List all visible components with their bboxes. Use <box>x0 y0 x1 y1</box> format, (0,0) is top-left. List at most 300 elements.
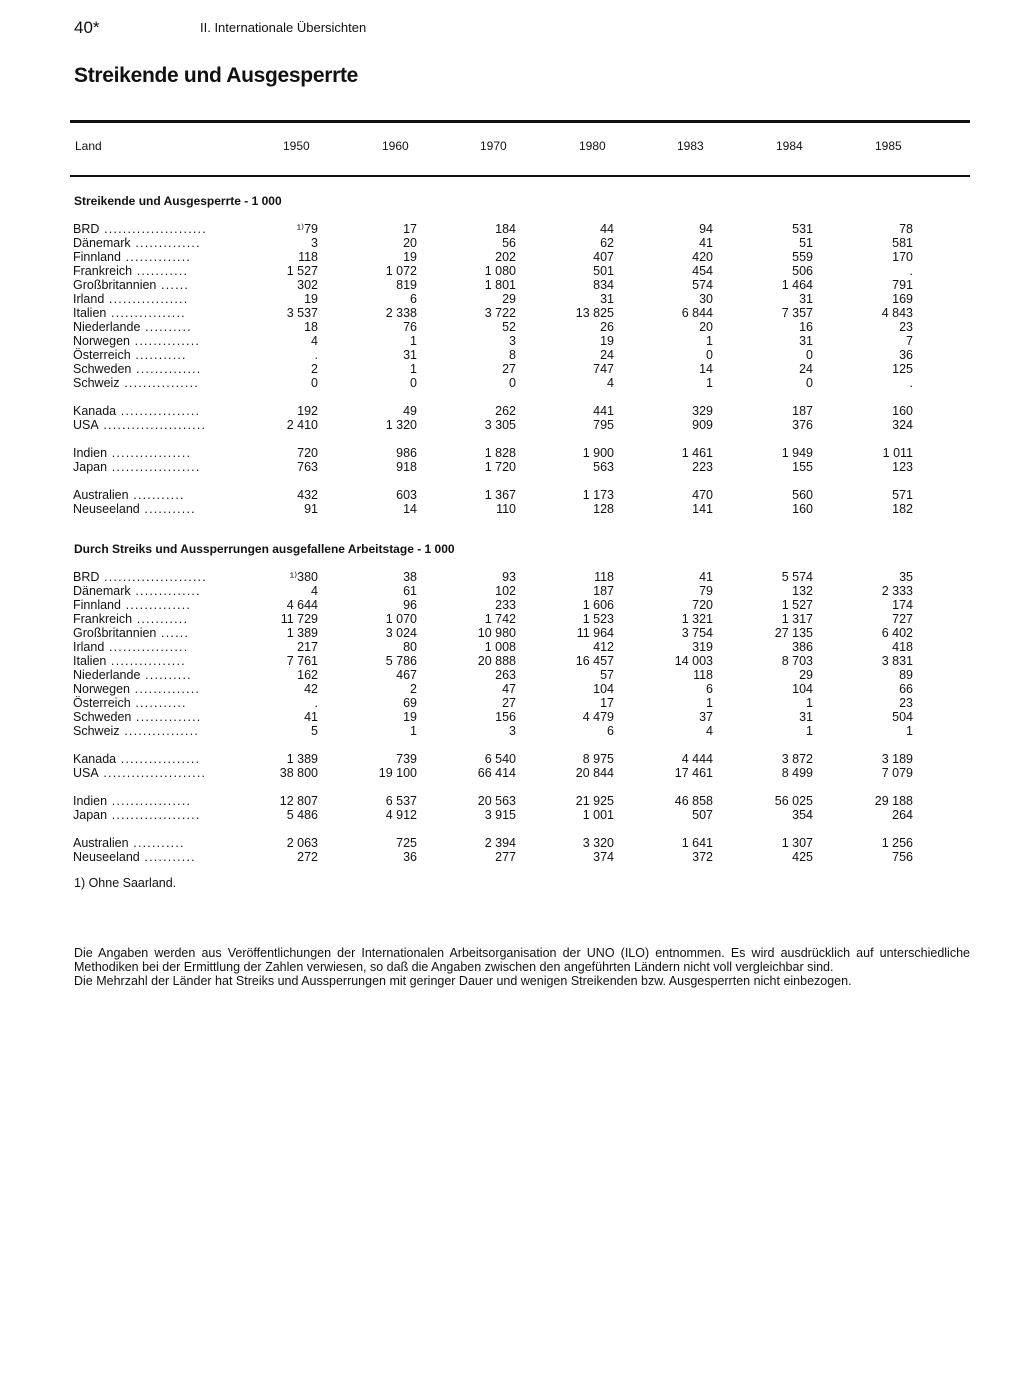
table-cell: 104 <box>792 682 813 696</box>
leader-dots: ........... <box>139 502 196 516</box>
table-cell: 0 <box>706 348 713 362</box>
country-name: Großbritannien <box>73 278 157 292</box>
table-cell: 27 135 <box>774 626 813 640</box>
table-cell: . <box>909 376 913 390</box>
table-cell: 46 858 <box>674 794 713 808</box>
table-cell: 155 <box>792 460 813 474</box>
table-cell: 1 320 <box>385 418 417 432</box>
table-cell: 21 925 <box>575 794 614 808</box>
table-cell: 1 900 <box>582 446 614 460</box>
row-label <box>73 222 207 236</box>
leader-dots: .............. <box>131 710 202 724</box>
country-name: Kanada <box>73 404 117 418</box>
table-cell: 1 <box>706 334 713 348</box>
table-cell: 3 537 <box>286 306 318 320</box>
table-cell: 132 <box>792 584 813 598</box>
country-name: Indien <box>73 794 108 808</box>
table-cell: 118 <box>594 570 614 584</box>
table-cell: 819 <box>396 278 417 292</box>
table-cell: 66 <box>899 682 913 696</box>
table-cell: 0 <box>311 376 318 390</box>
table-cell: 574 <box>692 278 713 292</box>
group-spacer <box>0 432 1024 446</box>
table-cell: 184 <box>495 222 516 236</box>
table-cell: 44 <box>600 222 614 236</box>
table-cell: 187 <box>792 404 813 418</box>
leader-dots: .............. <box>120 598 192 612</box>
table-row <box>0 808 1024 822</box>
table-body-streikende <box>0 222 1024 516</box>
table-cell: 17 <box>600 696 614 710</box>
table-cell: . <box>314 348 318 362</box>
table-cell: 2 338 <box>385 306 417 320</box>
column-header-1980: 1980 <box>579 139 606 153</box>
table-cell: 7 <box>906 334 913 348</box>
table-cell: 0 <box>509 376 516 390</box>
country-name: USA <box>73 766 99 780</box>
row-label <box>73 598 191 612</box>
table-cell: 1 173 <box>582 488 614 502</box>
table-cell: 763 <box>297 460 318 474</box>
row-label <box>73 794 191 808</box>
table-cell: 1 523 <box>582 612 614 626</box>
table-cell: 720 <box>297 446 318 460</box>
table-cell: 6 844 <box>681 306 713 320</box>
table-row <box>0 502 1024 516</box>
table-cell: 725 <box>396 836 417 850</box>
row-label <box>73 404 200 418</box>
table-cell: 329 <box>692 404 713 418</box>
column-header-1984: 1984 <box>776 139 803 153</box>
row-label <box>73 640 188 654</box>
table-cell: 192 <box>297 404 318 418</box>
table-cell: 223 <box>692 460 713 474</box>
table-cell: 1 <box>806 724 813 738</box>
country-name: Irland <box>73 640 105 654</box>
leader-dots: ................... <box>107 460 201 474</box>
country-name: Italien <box>73 654 107 668</box>
table-cell: 986 <box>396 446 417 460</box>
table-cell: 1 389 <box>286 626 318 640</box>
table-cell: 24 <box>600 348 614 362</box>
table-cell: 29 <box>502 292 516 306</box>
table-cell: 80 <box>403 640 417 654</box>
table-cell: 3 <box>509 334 516 348</box>
table-cell: 560 <box>792 488 813 502</box>
table-cell: 354 <box>792 808 813 822</box>
table-cell: 123 <box>892 460 913 474</box>
table-cell: 386 <box>792 640 813 654</box>
table-cell: 38 <box>403 570 417 584</box>
table-cell: 795 <box>593 418 614 432</box>
table-row <box>0 264 1024 278</box>
page-title: Streikende und Ausgesperrte <box>74 64 359 87</box>
table-cell: 11 729 <box>280 612 318 626</box>
table-cell: 19 <box>403 710 417 724</box>
table-cell: 3 722 <box>484 306 516 320</box>
table-cell: 507 <box>692 808 713 822</box>
table-cell: 277 <box>495 850 516 864</box>
table-cell: 36 <box>403 850 417 864</box>
table-cell: 18 <box>304 320 318 334</box>
country-name: Kanada <box>73 752 117 766</box>
table-cell: 76 <box>403 320 417 334</box>
table-cell: 6 <box>607 724 614 738</box>
row-label <box>73 570 207 584</box>
table-cell: 23 <box>899 320 913 334</box>
column-header-1950: 1950 <box>283 139 310 153</box>
table-cell: 47 <box>502 682 516 696</box>
table-cell: 603 <box>396 488 417 502</box>
group-spacer <box>0 390 1024 404</box>
table-row <box>0 850 1024 864</box>
table-cell: 5 <box>311 724 318 738</box>
country-name: Großbritannien <box>73 626 157 640</box>
footnote: 1) Ohne Saarland. <box>74 876 177 890</box>
table-cell: 1 389 <box>286 752 318 766</box>
table-row <box>0 236 1024 250</box>
table-cell: 720 <box>692 598 713 612</box>
table-cell: 1 527 <box>286 264 318 278</box>
note-paragraph: Die Mehrzahl der Länder hat Streiks und Aussperrungen mit geringer Dauer und wenigen Streikenden bzw. Ausgesperrten nicht einbezogen. <box>74 974 852 988</box>
table-cell: 104 <box>593 682 614 696</box>
table-cell: 102 <box>495 584 516 598</box>
table-cell: 1 321 <box>681 612 713 626</box>
table-cell: 19 <box>304 292 318 306</box>
table-cell: 78 <box>899 222 913 236</box>
table-cell: 4 644 <box>286 598 318 612</box>
row-label <box>73 724 199 738</box>
country-name: BRD <box>73 222 100 236</box>
table-top-rule <box>70 120 970 123</box>
table-cell: 162 <box>297 668 318 682</box>
table-cell: 41 <box>699 570 713 584</box>
row-label <box>73 320 192 334</box>
table-cell: 52 <box>502 320 516 334</box>
table-cell: 217 <box>297 640 318 654</box>
table-cell: 791 <box>892 278 913 292</box>
country-name: USA <box>73 418 99 432</box>
table-cell: 3 872 <box>781 752 813 766</box>
table-cell: 1 464 <box>781 278 813 292</box>
table-cell: 834 <box>593 278 614 292</box>
country-name: Schweden <box>73 710 132 724</box>
leader-dots: ................ <box>106 654 186 668</box>
table-cell: 504 <box>892 710 913 724</box>
column-header-1970: 1970 <box>480 139 507 153</box>
row-label <box>73 264 188 278</box>
leader-dots: ................ <box>106 306 186 320</box>
table-cell: 432 <box>297 488 318 502</box>
table-cell: 16 <box>799 320 813 334</box>
table-cell: 61 <box>403 584 417 598</box>
table-cell: 3 <box>311 236 318 250</box>
table-cell: 20 <box>403 236 417 250</box>
table-cell: 182 <box>892 502 913 516</box>
table-cell: 2 410 <box>286 418 318 432</box>
table-cell: 3 <box>509 724 516 738</box>
table-row <box>0 376 1024 390</box>
section-title-streikende: Streikende und Ausgesperrte - 1 000 <box>74 194 282 208</box>
leader-dots: .............. <box>129 682 201 696</box>
row-label <box>73 460 201 474</box>
leader-dots: .......... <box>140 668 192 682</box>
table-cell: 0 <box>806 348 813 362</box>
table-cell: 12 807 <box>279 794 318 808</box>
table-cell: 501 <box>593 264 614 278</box>
country-name: Niederlande <box>73 320 141 334</box>
country-name: Italien <box>73 306 107 320</box>
table-row <box>0 278 1024 292</box>
table-cell: 4 <box>607 376 614 390</box>
table-cell: 4 843 <box>881 306 913 320</box>
country-name: Schweden <box>73 362 132 376</box>
section-name: II. Internationale Übersichten <box>200 20 367 35</box>
table-cell: 412 <box>593 640 614 654</box>
table-cell: 160 <box>892 404 913 418</box>
table-cell: 2 <box>311 362 318 376</box>
column-header-1985: 1985 <box>875 139 902 153</box>
note-paragraph: Die Angaben werden aus Veröffentlichungen der Internationalen Arbeitsorganisation der UNO (ILO) entnommen. Es wird ausdrücklich auf unterschiedliche Methodiken bei der Ermittlung der Zahlen verwiesen, so daß die Angaben zwischen den angeführten Ländern nicht voll vergleichbar sind. <box>74 946 970 974</box>
table-cell: 7 079 <box>881 766 913 780</box>
table-row <box>0 570 1024 584</box>
table-cell: 1 008 <box>484 640 516 654</box>
table-cell: 7 761 <box>286 654 318 668</box>
country-name: Schweiz <box>73 376 120 390</box>
table-cell: 418 <box>892 640 913 654</box>
table-cell: 425 <box>792 850 813 864</box>
table-cell: 31 <box>799 292 813 306</box>
table-cell: 5 786 <box>385 654 417 668</box>
row-label <box>73 278 189 292</box>
table-row <box>0 836 1024 850</box>
row-label <box>73 306 186 320</box>
table-cell: 3 305 <box>484 418 516 432</box>
table-cell: 2 063 <box>286 836 318 850</box>
leader-dots: ...................... <box>99 222 207 236</box>
table-cell: 374 <box>593 850 614 864</box>
table-cell: 2 394 <box>484 836 516 850</box>
table-cell: 376 <box>792 418 813 432</box>
table-cell: 272 <box>297 850 318 864</box>
group-spacer <box>0 822 1024 836</box>
table-cell: 57 <box>600 668 614 682</box>
country-name: Australien <box>73 488 129 502</box>
leader-dots: ........... <box>128 488 185 502</box>
table-cell: 62 <box>600 236 614 250</box>
table-cell: 1 <box>906 724 913 738</box>
table-cell: 31 <box>799 710 813 724</box>
table-cell: 1 256 <box>881 836 913 850</box>
table-row <box>0 404 1024 418</box>
table-cell: 531 <box>792 222 813 236</box>
table-cell: 1 072 <box>385 264 417 278</box>
leader-dots: ...................... <box>99 570 207 584</box>
country-name: Norwegen <box>73 334 130 348</box>
leader-dots: .............. <box>129 334 201 348</box>
table-cell: 1 949 <box>781 446 813 460</box>
leader-dots: ...................... <box>98 766 207 780</box>
table-cell: 93 <box>502 570 516 584</box>
leader-dots: ........... <box>130 348 187 362</box>
table-cell: 17 461 <box>674 766 713 780</box>
row-label <box>73 584 201 598</box>
table-cell: 19 <box>403 250 417 264</box>
table-cell: 20 888 <box>477 654 516 668</box>
table-cell: 233 <box>495 598 516 612</box>
table-cell: 3 024 <box>385 626 417 640</box>
table-cell: 37 <box>699 710 713 724</box>
table-cell: 1 641 <box>681 836 713 850</box>
table-cell: 13 825 <box>575 306 614 320</box>
table-cell: 8 975 <box>582 752 614 766</box>
table-cell: 918 <box>396 460 417 474</box>
column-header-1960: 1960 <box>382 139 409 153</box>
table-cell: 420 <box>692 250 713 264</box>
country-name: Dänemark <box>73 584 131 598</box>
table-cell: 3 320 <box>582 836 614 850</box>
table-cell: 14 003 <box>674 654 713 668</box>
table-cell: 11 964 <box>576 626 614 640</box>
leader-dots: ................... <box>107 808 201 822</box>
table-cell: 187 <box>593 584 614 598</box>
table-cell: 1 461 <box>681 446 713 460</box>
table-cell: 1 <box>410 724 417 738</box>
table-cell: 1 080 <box>484 264 516 278</box>
section-title-arbeitstage: Durch Streiks und Aussperrungen ausgefallene Arbeitstage - 1 000 <box>74 542 455 556</box>
table-cell: 467 <box>396 668 417 682</box>
leader-dots: ................ <box>119 724 199 738</box>
table-row <box>0 598 1024 612</box>
table-cell: 3 831 <box>881 654 913 668</box>
table-cell: 69 <box>403 696 417 710</box>
leader-dots: ................. <box>116 752 201 766</box>
table-cell: 4 <box>311 334 318 348</box>
table-cell: 4 <box>706 724 713 738</box>
row-label <box>73 418 206 432</box>
table-row <box>0 334 1024 348</box>
leader-dots: ........... <box>128 836 185 850</box>
leader-dots: ................. <box>116 404 201 418</box>
table-cell: 156 <box>495 710 516 724</box>
table-cell: 1 606 <box>582 598 614 612</box>
leader-dots: ................ <box>119 376 199 390</box>
table-cell: 36 <box>899 348 913 362</box>
table-row <box>0 710 1024 724</box>
table-cell: 27 <box>502 362 516 376</box>
row-label <box>73 488 185 502</box>
table-cell: 1 011 <box>882 446 913 460</box>
row-label <box>73 850 196 864</box>
row-label <box>73 710 201 724</box>
table-cell: 5 486 <box>286 808 318 822</box>
table-cell: 42 <box>304 682 318 696</box>
table-cell: 27 <box>502 696 516 710</box>
column-header-land: Land <box>75 139 102 153</box>
table-row <box>0 654 1024 668</box>
row-label <box>73 668 192 682</box>
table-cell: 38 800 <box>279 766 318 780</box>
country-name: Frankreich <box>73 264 133 278</box>
table-cell: 4 444 <box>681 752 713 766</box>
country-name: Japan <box>73 808 108 822</box>
table-cell: 1 070 <box>385 612 417 626</box>
notes <box>74 946 970 988</box>
table-cell: 2 <box>410 682 417 696</box>
table-cell: 262 <box>495 404 516 418</box>
table-cell: 29 188 <box>874 794 913 808</box>
country-name: Australien <box>73 836 129 850</box>
table-cell: 1 <box>410 362 417 376</box>
leader-dots: ................. <box>107 446 192 460</box>
row-label <box>73 362 201 376</box>
table-row <box>0 766 1024 780</box>
table-cell: 264 <box>892 808 913 822</box>
table-cell: 3 754 <box>681 626 713 640</box>
table-cell: 454 <box>692 264 713 278</box>
table-cell: 66 414 <box>477 766 516 780</box>
table-cell: 1 <box>706 696 713 710</box>
table-cell: 31 <box>799 334 813 348</box>
country-name: Finnland <box>73 250 121 264</box>
page-number: 40* <box>74 18 100 37</box>
table-cell: . <box>314 696 318 710</box>
leader-dots: ................. <box>107 794 192 808</box>
table-cell: 174 <box>892 598 913 612</box>
leader-dots: ...... <box>156 278 190 292</box>
table-cell: 2 333 <box>881 584 913 598</box>
table-cell: 170 <box>892 250 913 264</box>
group-spacer <box>0 738 1024 752</box>
country-name: Dänemark <box>73 236 131 250</box>
table-cell: 169 <box>892 292 913 306</box>
table-cell: 324 <box>892 418 913 432</box>
leader-dots: .............. <box>130 236 201 250</box>
table-row <box>0 612 1024 626</box>
table-row <box>0 320 1024 334</box>
table-cell: 563 <box>593 460 614 474</box>
table-cell: 559 <box>792 250 813 264</box>
row-label <box>73 236 201 250</box>
table-row <box>0 724 1024 738</box>
table-row <box>0 362 1024 376</box>
table-row <box>0 446 1024 460</box>
table-cell: ¹⁾380 <box>289 570 318 584</box>
table-cell: 23 <box>899 696 913 710</box>
table-row <box>0 460 1024 474</box>
table-cell: 5 574 <box>781 570 813 584</box>
table-cell: 6 537 <box>385 794 417 808</box>
table-cell: 3 915 <box>484 808 516 822</box>
country-name: Indien <box>73 446 108 460</box>
country-name: Niederlande <box>73 668 141 682</box>
table-cell: 581 <box>892 236 913 250</box>
table-row <box>0 752 1024 766</box>
table-cell: 16 457 <box>575 654 614 668</box>
table-cell: 19 <box>600 334 614 348</box>
table-row <box>0 222 1024 236</box>
table-cell: 20 <box>699 320 713 334</box>
table-cell: 10 980 <box>477 626 516 640</box>
country-name: Österreich <box>73 348 131 362</box>
leader-dots: ................. <box>104 292 189 306</box>
table-cell: 1 <box>706 376 713 390</box>
table-cell: 1 <box>806 696 813 710</box>
table-cell: 125 <box>892 362 913 376</box>
table-row <box>0 418 1024 432</box>
table-cell: 8 <box>509 348 516 362</box>
table-cell: 4 479 <box>582 710 614 724</box>
